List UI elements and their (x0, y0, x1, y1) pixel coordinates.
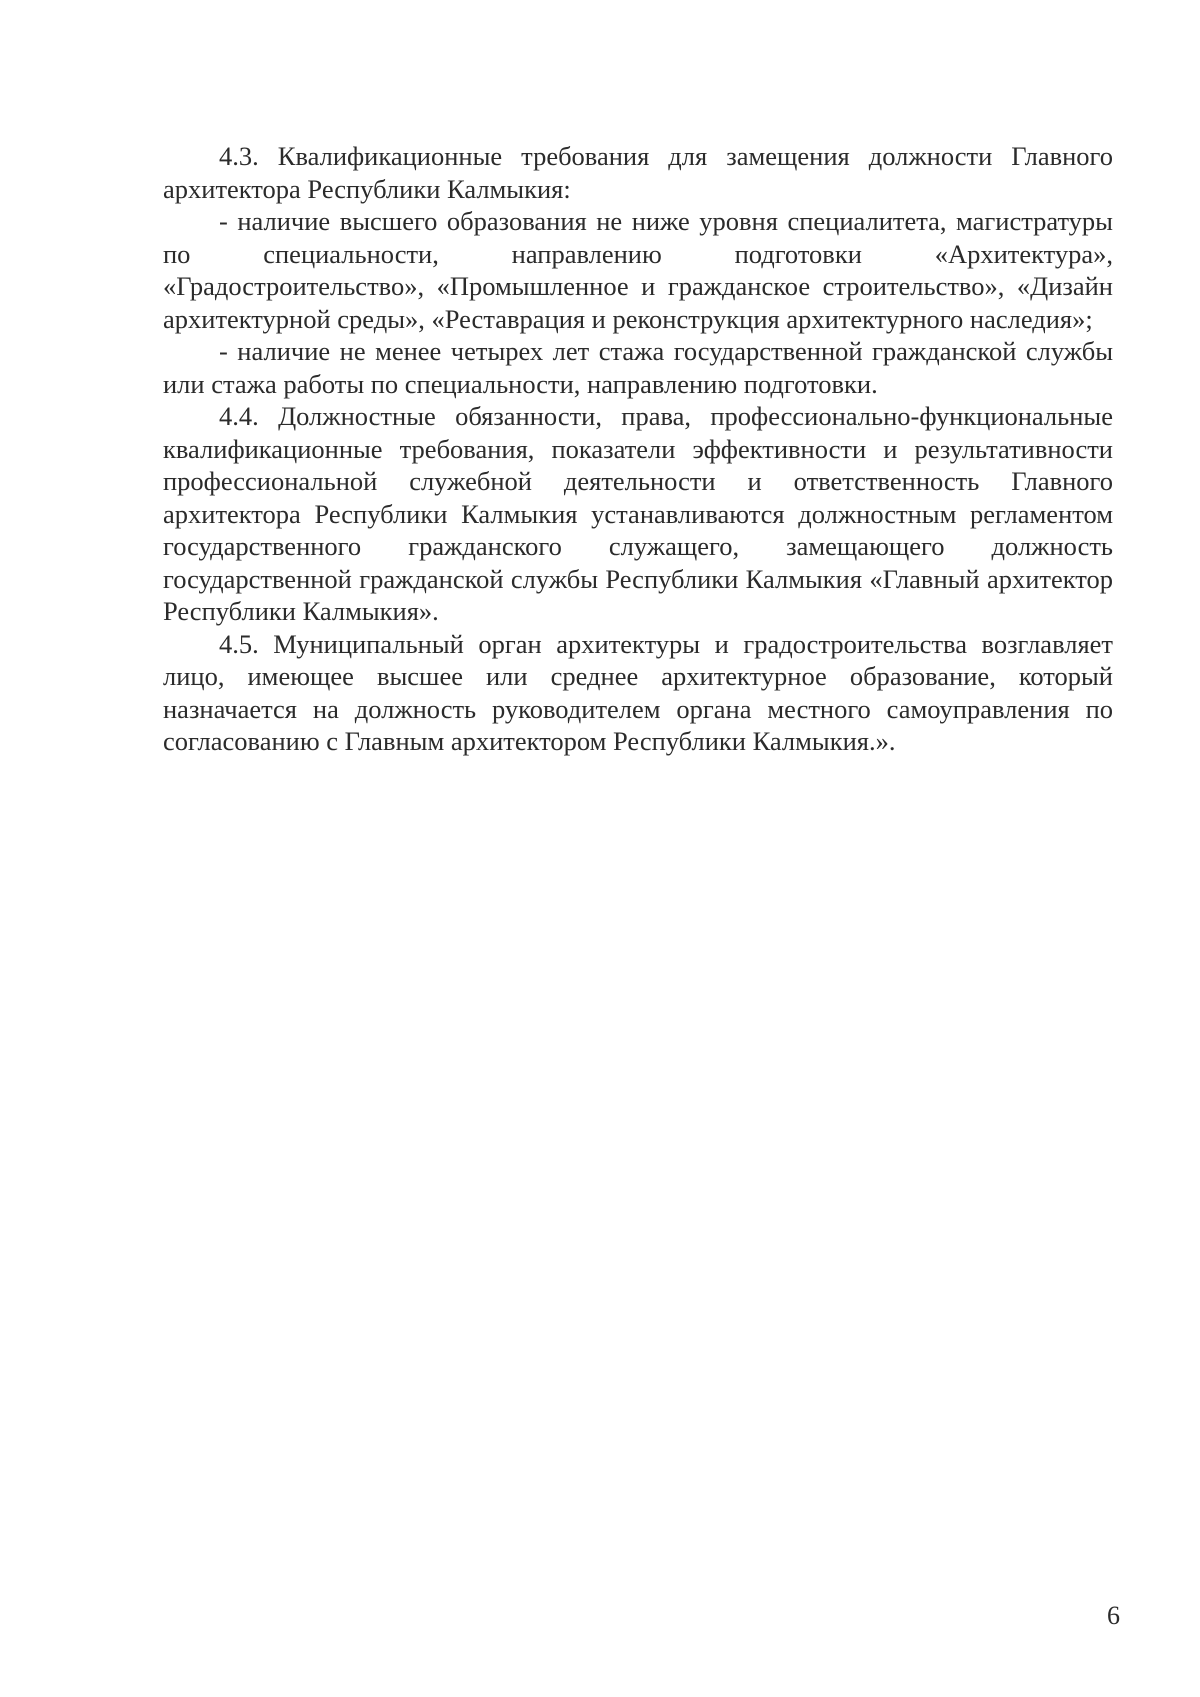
page-number: 6 (1107, 1601, 1120, 1630)
paragraph-requirement-experience: - наличие не менее четырех лет стажа государственной гражданской службы или стажа работы по специальности, направлению подготовки. (163, 336, 1113, 399)
paragraph-4-4: 4.4. Должностные обязанности, права, профессионально-функциональные квалификационные требования, показатели эффективности и результативности профессиональной служебной деятельности и ответственность Главного архитектора Республики Калмыкия устанавливаются должностным регламентом государственного гражданского служащего, замещающего должность государственной гражданской службы Республики Калмыкия «Главный архитектор Республики Калмыкия». (163, 401, 1113, 626)
paragraph-requirement-education: - наличие высшего образования не ниже уровня специалитета, магистратуры по специальности, направлению подготовки «Архитектура», «Градостроительство», «Промышленное и гражданское строительство», «Дизайн архитектурной среды», «Реставрация и реконструкция архитектурного наследия»; (163, 206, 1113, 334)
document-body (163, 140, 1113, 758)
paragraph-4-5: 4.5. Муниципальный орган архитектуры и градостроительства возглавляет лицо, имеющее высшее или среднее архитектурное образование, который назначается на должность руководителем органа местного самоуправления по согласованию с Главным архитектором Республики Калмыкия.». (163, 628, 1113, 756)
paragraph-4-3: 4.3. Квалификационные требования для замещения должности Главного архитектора Республики Калмыкия: (163, 141, 1113, 204)
